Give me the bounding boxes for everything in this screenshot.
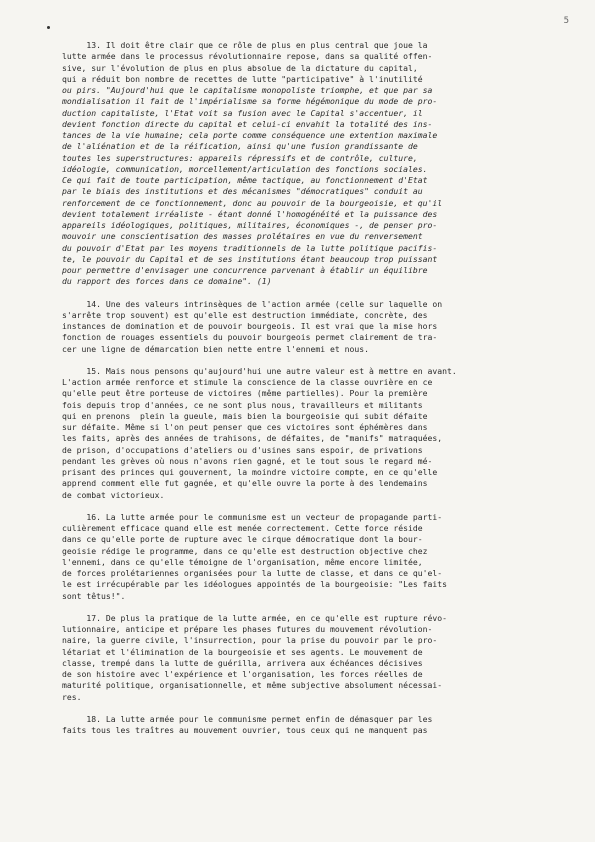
text-line: devient fonction directe du capital et celui-ci envahit la totalité des ins- — [62, 118, 433, 129]
text-line: appareils idéologiques, politiques, militaires, économiques -, de penser pro- — [62, 220, 438, 230]
text-line: de l'aliénation et de la réification, ainsi qu'une fusion grandissante de — [62, 141, 418, 152]
text-line: res. — [62, 691, 82, 702]
text-line: instances de domination et de pouvoir bourgeois. Il est vrai que la mise hors — [62, 321, 438, 331]
text-line: classe, trempé dans la lutte de guérilla, arrivera aux échéances décisives — [62, 657, 423, 668]
text-line: tances de la vie humaine; cela porte comme conséquence une extention maximale — [62, 130, 438, 140]
text-line: pendant les grèves où nous n'avons rien gagné, et le tout sous le regard mé- — [62, 455, 433, 466]
text-line: cer une ligne de démarcation bien nette entre l'ennemi et nous. — [62, 343, 369, 354]
text-line: du pouvoir d'Etat par les moyens traditionnels de la lutte politique pacifis- — [62, 242, 438, 253]
page-number: 5 — [563, 16, 569, 26]
text-line: maturité politique, organisationnelle, et même subjective absolument nécessai- — [62, 680, 443, 691]
text-line: fonction de rouages essentiels du pouvoir bourgeois permet clairement de tra- — [62, 332, 438, 343]
text-line: 15. Mais nous pensons qu'aujourd'hui une autre valeur est à mettre en avant. — [62, 365, 457, 376]
text-line: sur défaite. Même si l'on peut penser que ces victoires sont éphémères dans — [62, 422, 428, 432]
paragraph — [62, 613, 546, 703]
text-line: lutte armée dans le processus révolutionnaire repose, dans sa qualité offen- — [62, 51, 433, 62]
text-line: le est irrécupérable par les idéologues appointés de la bourgeoisie: "Les faits — [62, 579, 447, 590]
text-line: sont têtus!". — [62, 590, 126, 601]
text-line: geoisie rédige le programme, dans ce qu'elle est destruction objective chez — [62, 545, 428, 556]
text-line: 16. La lutte armée pour le communisme est un vecteur de propagande parti- — [62, 511, 443, 522]
text-line: s'arrête trop souvent) est qu'elle est destruction immédiate, concrète, des — [62, 309, 428, 320]
text-line: de prison, d'occupations d'ateliers ou d'usines sans espoir, de privations — [62, 444, 423, 455]
paragraph — [62, 512, 546, 602]
text-line: faits tous les traîtres au mouvement ouvrier, tous ceux qui ne manquent pas — [62, 725, 428, 735]
text-line: les faits, après des années de trahisons, de défaites, de "manifs" matraquées, — [62, 433, 443, 444]
text-line: 14. Une des valeurs intrinsèques de l'action armée (celle sur laquelle on — [62, 298, 443, 309]
text-line: ou pirs. "Aujourd'hui que le capitalisme monopoliste triomphe, et que par sa — [62, 85, 433, 95]
text-line: mouvoir une conscientisation des masses prolétaires en vue du renversement — [62, 231, 423, 242]
text-line: qu'elle peut être porteuse de victoires (même partielles). Pour la première — [62, 388, 428, 399]
paragraph — [62, 299, 546, 355]
text-line: dans ce qu'elle porte de rupture avec le cirque démocratique dont la bour- — [62, 534, 423, 545]
text-line: mondialisation il fait de l'impérialisme sa forme hégémonique du mode de pro- — [62, 96, 438, 107]
paragraph — [62, 40, 546, 288]
text-line: te, le pouvoir du Capital et de ses institutions étant beaucoup trop puissant — [62, 253, 438, 264]
text-line: Ce qui fait de toute participation, même tactique, au fonctionnement d'Etat — [62, 175, 428, 185]
text-line: 13. Il doit être clair que ce rôle de plus en plus central que joue la — [62, 40, 428, 50]
text-line: prisant des princes qui gouvernent, la moindre victoire compte, en ce qu'elle — [62, 467, 438, 477]
text-line: létariat et l'élimination de la bourgeoisie et ses agents. Le mouvement de — [62, 646, 423, 657]
text-line: devient totalement irréaliste - étant donné l'homogénéité et la puissance des — [62, 208, 438, 219]
text-line: du rapport des forces dans ce domaine". (1) — [62, 276, 272, 287]
punch-mark — [47, 26, 50, 29]
text-line: apprend comment elle fut gagnée, et qu'elle ouvre la porte à des lendemains — [62, 478, 428, 489]
text-line: idéologie, communication, morcellement/articulation des fonctions sociales. — [62, 163, 428, 174]
document-body — [62, 40, 546, 747]
text-line: fois depuis trop d'années, ce ne sont plus nous, travailleurs et militants — [62, 399, 423, 410]
text-line: L'action armée renforce et stimule la conscience de la classe ouvrière en ce — [62, 377, 433, 387]
text-line: duction capitaliste, l'Etat voit sa fusion avec le Capital s'accentuer, il — [62, 107, 423, 118]
text-line: de forces prolétariennes organisées pour la lutte de classe, et dans ce qu'el- — [62, 568, 443, 578]
text-line: culièrement efficace quand elle est menée correctement. Cette force réside — [62, 523, 423, 533]
text-line: de son histoire avec l'expérience et l'organisation, les forces réelles de — [62, 669, 423, 679]
text-line: renforcement de ce fonctionnement, donc au pouvoir de la bourgeoisie, et qu'il — [62, 197, 443, 208]
text-line: sive, sur l'évolution de plus en plus absolue de la dictature du capital, — [62, 62, 418, 73]
text-line: pour permettre d'envisager une concurrence parvenant à établir un équilibre — [62, 265, 428, 275]
text-line: 18. La lutte armée pour le communisme permet enfin de démasquer par les — [62, 713, 433, 724]
text-line: naire, la guerre civile, l'insurrection, pour la prise du pouvoir par le pro- — [62, 635, 438, 646]
text-line: qui en prenons plein la gueule, mais bien la bourgeoisie qui subit défaite — [62, 410, 428, 421]
text-line: 17. De plus la pratique de la lutte armée, en ce qu'elle est rupture révo- — [62, 612, 447, 623]
text-line: lutionnaire, anticipe et prépare les phases futures du mouvement révolution- — [62, 624, 433, 634]
text-line: toutes les superstructures: appareils répressifs et de contrôle, culture, — [62, 152, 418, 163]
paragraph — [62, 366, 546, 501]
text-line: qui a réduit bon nombre de recettes de lutte "participative" à l'inutilité — [62, 73, 423, 84]
paragraph — [62, 714, 546, 737]
text-line: par le biais des institutions et des mécanismes "démocratiques" conduit au — [62, 186, 423, 197]
text-line: l'ennemi, dans ce qu'elle témoigne de l'organisation, même encore limitée, — [62, 556, 423, 567]
text-line: de combat victorieux. — [62, 489, 165, 500]
